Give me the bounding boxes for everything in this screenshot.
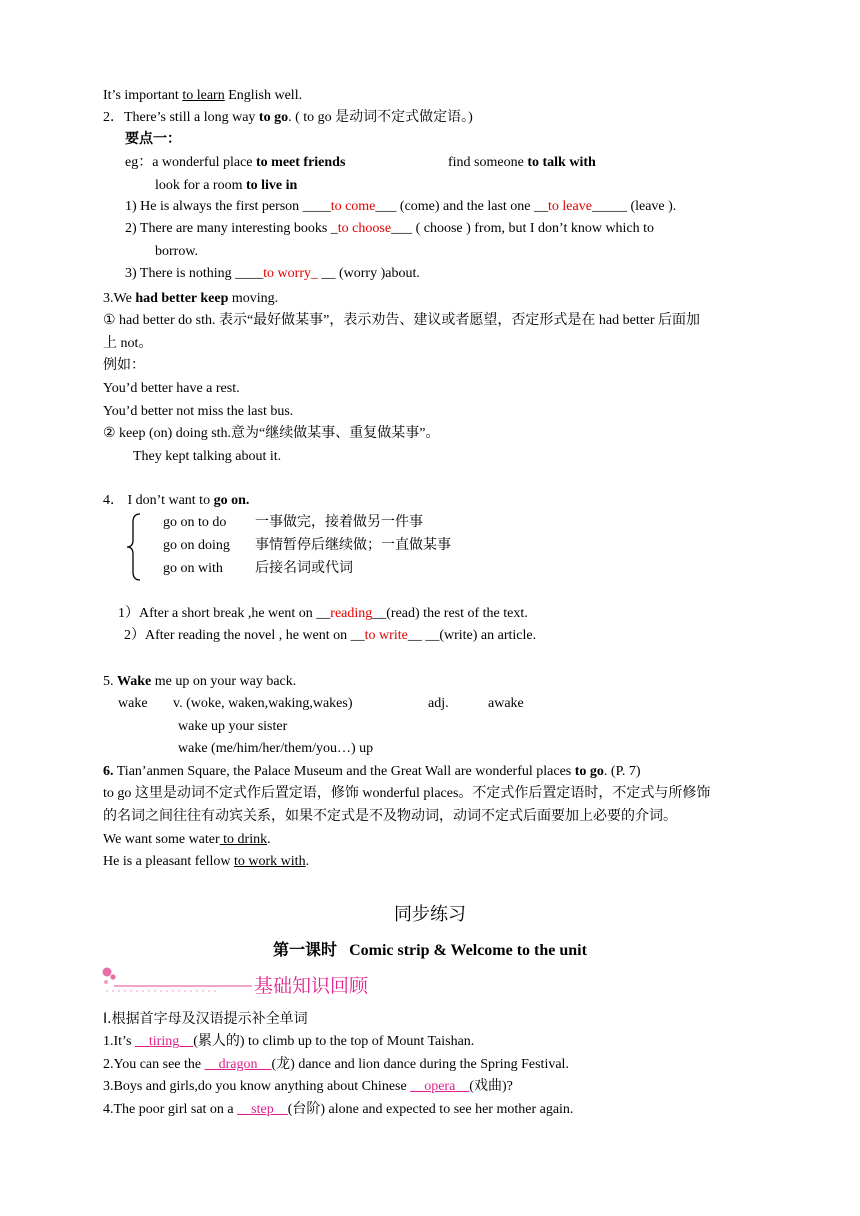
example-line-1: eg：a wonderful place to meet friends	[125, 155, 346, 170]
wake-adj-form: awake	[488, 696, 524, 711]
go-on-meaning-2: 事情暂停后继续做；一直做某事	[255, 538, 451, 553]
point-6-heading: 6. Tian’anmen Square, the Palace Museum and the Great Wall are wonderful places to go. (P. 7)	[103, 764, 641, 779]
exercise-3: 3) There is nothing ____to worry_ __ (worry )about.	[125, 266, 420, 281]
exercise-2: 2) There are many interesting books _to choose___ ( choose ) from, but I don’t know which to	[125, 221, 655, 236]
example-line-2: look for a room to live in	[155, 178, 298, 193]
had-better-explanation: ① had better do sth. 表示“最好做某事”，表示劝告、建议或者愿望，否定形式是在 had better 后面加	[103, 313, 700, 328]
go-on-term-2: go on doing	[163, 538, 230, 553]
point-2-heading: 2．There’s still a long way to go. ( to go 是动词不定式做定语。)	[103, 110, 473, 125]
wake-verb-forms: v. (woke, waken,waking,wakes)	[173, 696, 353, 711]
section-1-instruction: Ⅰ.根据首字母及汉语提示补全单词	[103, 1011, 308, 1027]
go-on-term-3: go on with	[163, 561, 223, 576]
example-fellow: He is a pleasant fellow to work with.	[103, 854, 310, 869]
point-4-heading: 4． I don’t want to go on.	[103, 493, 250, 508]
section-banner-decoration-icon	[100, 965, 260, 997]
go-on-exercise-1: 1）After a short break ,he went on __reading__(read) the rest of the text.	[118, 606, 528, 621]
wake-word: wake	[118, 696, 148, 711]
go-on-meaning-1: 一事做完，接着做另一件事	[255, 515, 423, 530]
example-water: We want some water to drink.	[103, 832, 271, 847]
had-better-explanation-cont: 上 not。	[103, 336, 153, 351]
left-brace-icon	[124, 512, 144, 582]
point-5-heading: 5. Wake me up on your way back.	[103, 674, 297, 689]
section-banner-title: 基础知识回顾	[254, 975, 369, 997]
key-point-label: 要点一：	[125, 132, 181, 147]
line-example-to-learn: It’s important to learn English well.	[103, 88, 303, 103]
question-1: 1.It’s __tiring__(累人的) to climb up to the top of Mount Taishan.	[103, 1034, 475, 1049]
page-title: 同步练习	[394, 904, 466, 925]
lesson-title: 第一课时 Comic strip & Welcome to the unit	[273, 940, 587, 959]
to-go-explanation-cont: 的名词之间往往有动宾关系，如果不定式是不及物动词，动词不定式后面要加上必要的介词。	[103, 809, 677, 824]
example-kept-talking: They kept talking about it.	[133, 449, 282, 464]
wake-example-1: wake up your sister	[178, 719, 288, 734]
go-on-term-1: go on to do	[163, 515, 227, 530]
example-rest: You’d better have a rest.	[103, 381, 240, 396]
exercise-2-continued: borrow.	[155, 244, 199, 259]
exercise-1: 1) He is always the first person ____to come___ (come) and the last one __to leave_____ (leave ).	[125, 199, 677, 214]
example-label: 例如：	[103, 358, 145, 373]
example-bus: You’d better not miss the last bus.	[103, 404, 294, 419]
go-on-meaning-3: 后接名词或代词	[255, 561, 353, 576]
to-go-explanation: to go 这里是动词不定式作后置定语，修饰 wonderful places。不定式作后置定语时，不定式与所修饰	[103, 786, 711, 801]
keep-doing-explanation: ② keep (on) doing sth.意为“继续做某事、重复做某事”。	[103, 426, 440, 441]
question-2: 2.You can see the __dragon__(龙) dance and lion dance during the Spring Festival.	[103, 1057, 569, 1072]
go-on-exercise-2: 2）After reading the novel , he went on __to write__ __(write) an article.	[124, 628, 537, 643]
question-4: 4.The poor girl sat on a __step__(台阶) alone and expected to see her mother again.	[103, 1102, 574, 1117]
example-line-1b: find someone to talk with	[448, 155, 596, 170]
wake-example-2: wake (me/him/her/them/you…) up	[178, 741, 374, 756]
wake-adj-label: adj.	[428, 696, 449, 711]
point-3-heading: 3.We had better keep moving.	[103, 291, 279, 306]
question-3: 3.Boys and girls,do you know anything about Chinese __opera__(戏曲)?	[103, 1079, 513, 1094]
